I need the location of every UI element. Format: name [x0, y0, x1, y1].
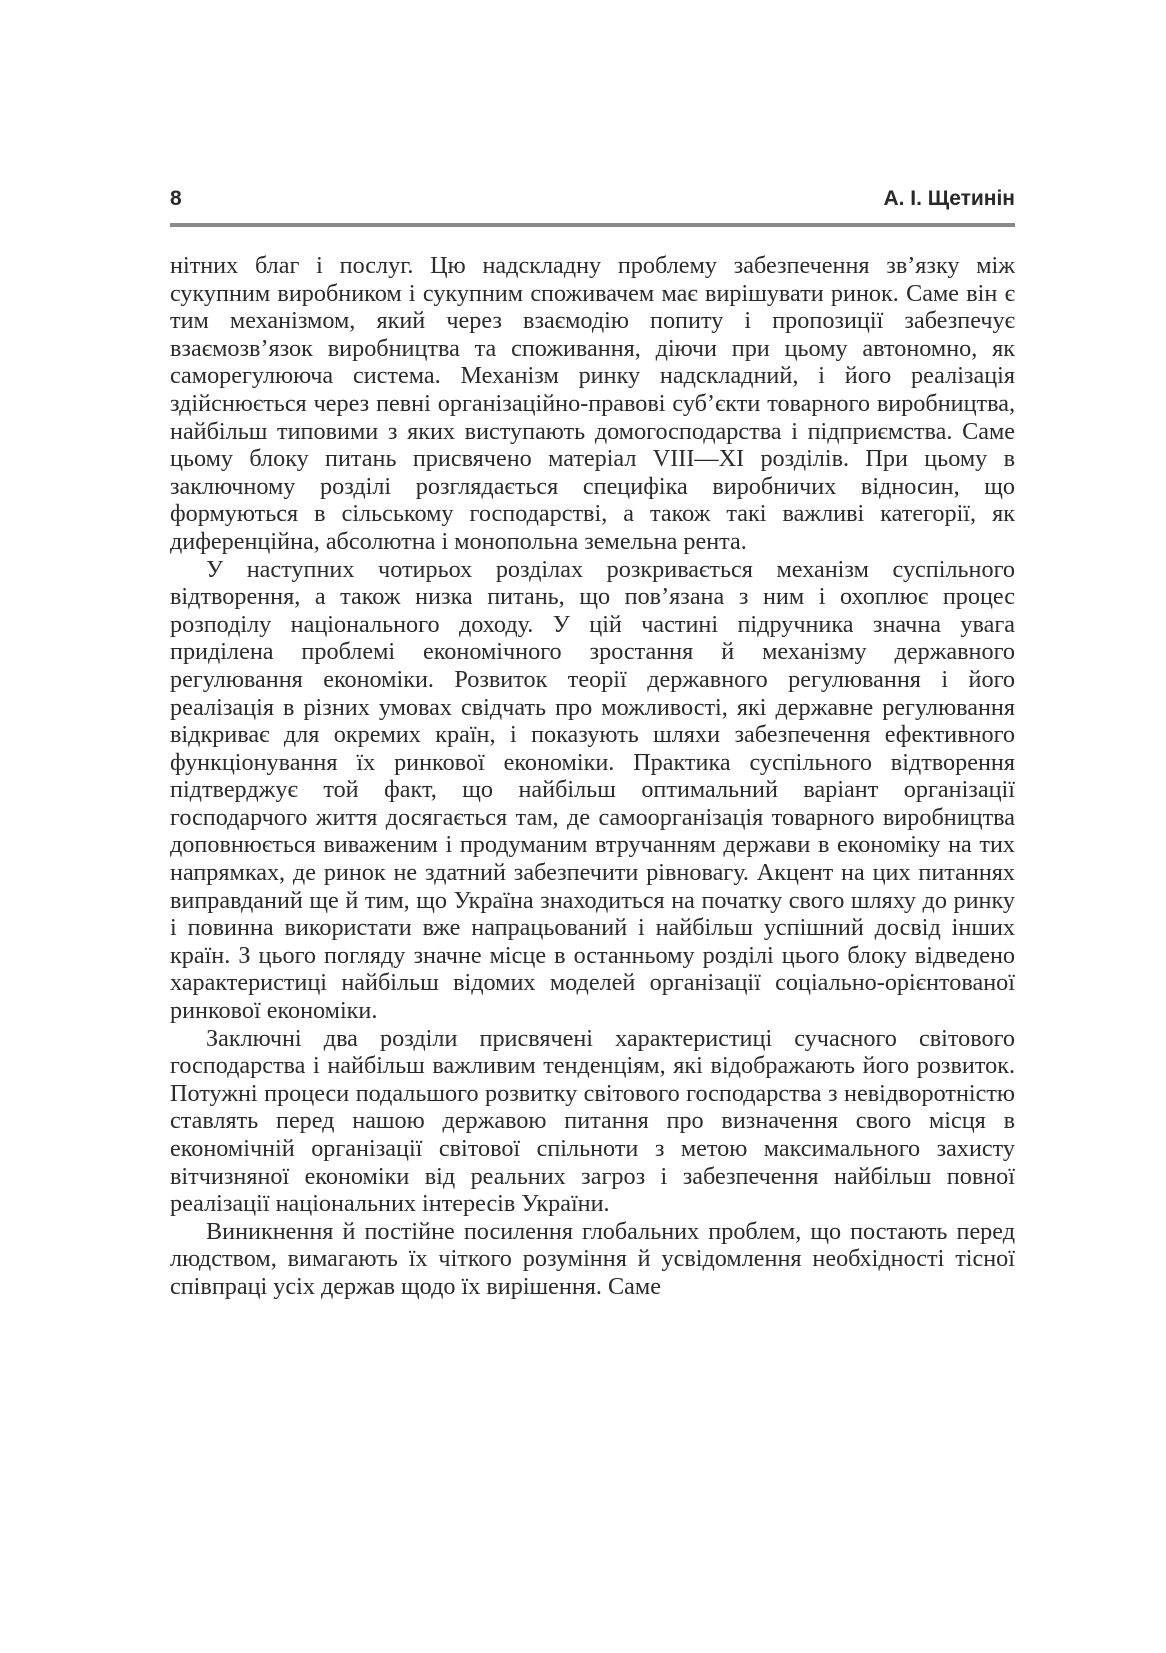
header-author: А. І. Щетинін — [883, 187, 1015, 210]
running-head — [170, 187, 1015, 219]
page-number: 8 — [170, 187, 182, 210]
body-text — [170, 252, 1015, 1301]
paragraph-3: Заключні два розділи присвячені характеристиці сучасного світового господарства і найбільш важливим тенденціям, які відображають його розвиток. Потужні процеси подальшого розвитку світового господарства з невідворотністю ставлять перед нашою державою питання про визначення свого місця в економічній організації світової спільноти з метою максимального захисту вітчизняної економіки від реальних загроз і забезпечення найбільш повної реалізації національних інтересів України. — [170, 1024, 1015, 1218]
paragraph-1: нітних благ і послуг. Цю надскладну проблему забезпечення зв’язку між сукупним виробником і сукупним споживачем має вирішувати ринок. Саме він є тим механізмом, який через взаємодію попиту і пропозиції забезпечує взаємозв’язок виробництва та споживання, діючи при цьому автономно, як саморегулююча система. Механізм ринку надскладний, і його реалізація здійснюється через певні організаційно-правові суб’єкти товарного виробництва, найбільш типовими з яких виступають домогосподарства і підприємства. Саме цьому блоку питань присвячено матеріал VIII—XI розділів. При цьому в заключному розділі розглядається специфіка виробничих відносин, що формуються в сільському господарстві, а також такі важливі категорії, як диференційна, абсолютна і монопольна земельна рента. — [170, 252, 1015, 555]
header-rule — [170, 223, 1015, 227]
paragraph-2: У наступних чотирьох розділах розкривається механізм суспільного відтворення, а також низка питань, що пов’язана з ним і охоплює процес розподілу національного доходу. У цій частині підручника значна увага приділена проблемі економічного зростання й механізму державного регулювання економіки. Розвиток теорії державного регулювання і його реалізація в різних умовах свідчать про можливості, які державне регулювання відкриває для окремих країн, і показують шляхи забезпечення ефективного функціонування їх ринкової економіки. Практика суспільного відтворення підтверджує той факт, що найбільш оптимальний варіант організації господарчого життя досягається там, де самоорганізація товарного виробництва доповнюється виваженим і продуманим втручанням держави в економіку на тих напрямках, де ринок не здатний забезпечити рівновагу. Акцент на цих питаннях виправданий ще й тим, що Україна знаходиться на початку свого шляху до ринку і повинна використати вже напрацьований і найбільш успішний досвід інших країн. З цього погляду значне місце в останньому розділі цього блоку відведено характеристиці найбільш відомих моделей організації соціально-орієнтованої ринкової економіки. — [170, 555, 1015, 1025]
paragraph-4: Виникнення й постійне посилення глобальних проблем, що постають перед людством, вимагають їх чіткого розуміння й усвідомлення необхідності тісної співпраці усіх держав щодо їх вирішення. Саме — [170, 1217, 1015, 1300]
